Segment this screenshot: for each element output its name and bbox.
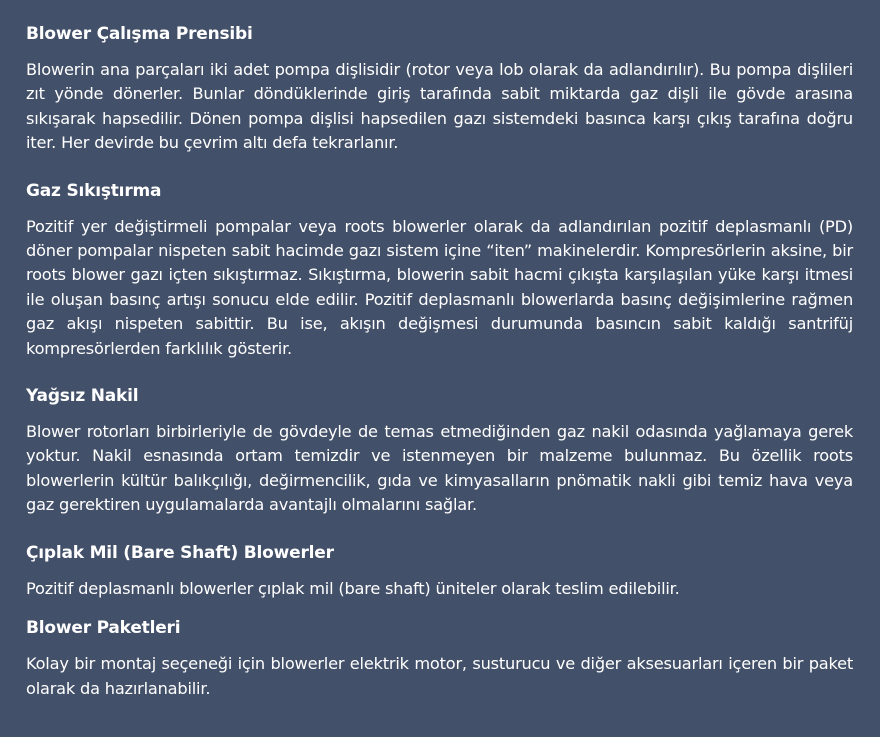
section-blower-packages [26,616,853,701]
section-paragraph: Pozitif yer değiştirmeli pompalar veya roots blowerler olarak da adlandırılan pozitif deplasmanlı (PD) döner pompalar nispeten sabit hacimde gazı sistem içine “iten” makinelerdir. Kompresörlerin aksine, bir roots blower gazı içten sıkıştırmaz. Sıkıştırma, blowerin sabit hacmi çıkışta karşılaşılan yüke karşı itmesi ile oluşan basınç artışı sonucu elde edilir. Pozitif deplasmanlı blowerlarda basınç değişimlerine rağmen gaz akışı nispeten sabittir. Bu ise, akışın değişmesi durumunda basıncın sabit kaldığı santrifüj kompresörlerden farklılık gösterir. [26,216,853,358]
section-heading: Blower Paketleri [26,618,181,639]
section-gas-compression [26,179,853,361]
section-bare-shaft-blowers [26,541,853,601]
section-heading: Yağsız Nakil [26,386,139,407]
section-paragraph: Kolay bir montaj seçeneği için blowerler elektrik motor, susturucu ve diğer aksesuarları içeren bir paket olarak da hazırlanabilir. [26,654,853,698]
section-paragraph: Pozitif deplasmanlı blowerler çıplak mil (bare shaft) üniteler olarak teslim edilebilir. [26,578,680,598]
section-heading: Çıplak Mil (Bare Shaft) Blowerler [26,542,334,563]
section-heading: Blower Çalışma Prensibi [26,24,253,44]
section-oil-free-transfer [26,384,853,518]
section-working-principle [26,22,853,156]
section-paragraph: Blowerin ana parçaları iki adet pompa dişlisidir (rotor veya lob olarak da adlandırılır). Bu pompa dişlileri zıt yönde dönerler. Bunlar döndüklerinde giriş tarafında sabit miktarda gaz dişli ile gövde arasına sıkışarak hapsedilir. Dönen pompa dişlisi hapsedilen gazı sistemdeki basınca karşı çıkış tarafına doğru iter. Her devirde bu çevrim altı defa tekrarlanır. [26,60,853,153]
section-heading: Gaz Sıkıştırma [26,180,162,201]
section-paragraph: Blower rotorları birbirleriyle de gövdeyle de temas etmediğinden gaz nakil odasında yağlamaya gerek yoktur. Nakil esnasında ortam temizdir ve istenmeyen bir malzeme bulunmaz. Bu özellik roots blowerlerin kültür balıkçılığı, değirmencilik, gıda ve kimyasalların pnömatik nakli gibi temiz hava veya gaz gerektiren uygulamalarda avantajlı olmalarını sağlar. [26,422,853,515]
